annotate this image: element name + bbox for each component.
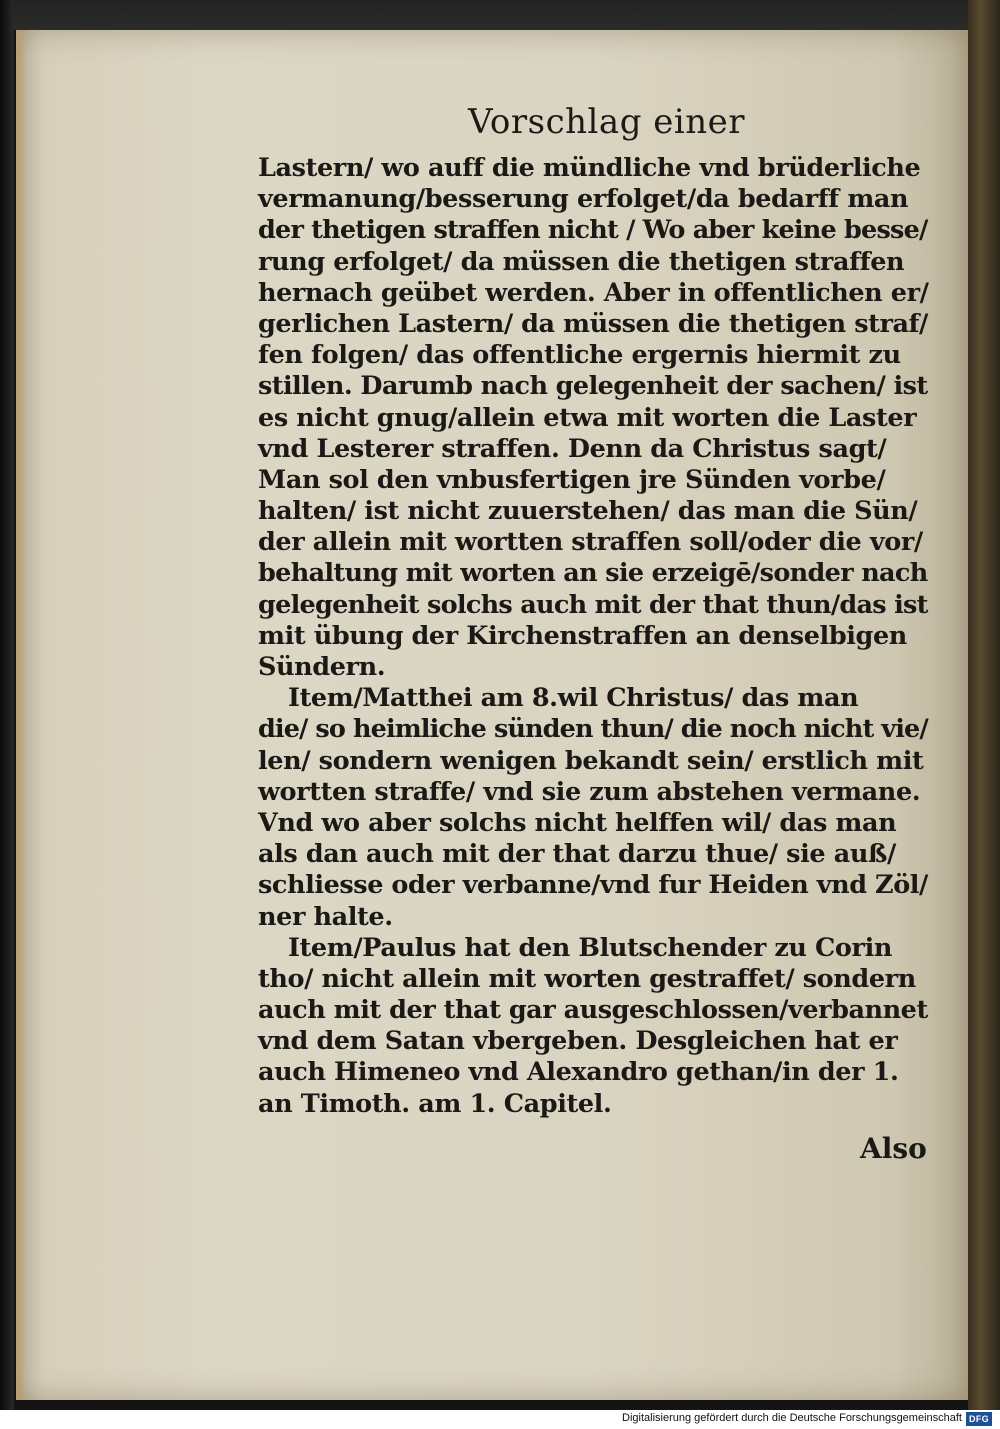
text-line: auch mit der that gar ausgeschlossen/verbannet xyxy=(258,995,928,1026)
text-line: Vnd wo aber solchs nicht helffen wil/ das man xyxy=(258,807,897,838)
dfg-logo: DFG xyxy=(966,1412,992,1426)
scan-background-top xyxy=(0,0,1000,30)
text-line: gerlichen Lastern/ da müssen die thetigen straf/ xyxy=(258,308,928,339)
text-line: tho/ nicht allein mit worten gestraffet/ sondern xyxy=(258,963,916,994)
text-line: gelegenheit solchs auch mit der that thun/das ist xyxy=(258,589,928,620)
text-line: behaltung mit worten an sie erzeigē/sonder nach xyxy=(258,558,928,589)
text-line: Sündern. xyxy=(258,652,386,682)
body-text xyxy=(258,153,928,1120)
text-line: ner halte. xyxy=(258,901,393,932)
text-line: schliesse oder verbanne/vnd fur Heiden vnd Zöl/ xyxy=(258,870,928,901)
text-line: vnd dem Satan vbergeben. Desgleichen hat er xyxy=(258,1026,898,1057)
running-head: Vorschlag einer xyxy=(468,102,746,142)
paragraph-start-line: Item/Matthei am 8.wil Christus/ das man xyxy=(288,683,859,714)
text-line: Man sol den vnbusfertigen jre Sünden vorbe/ xyxy=(258,464,886,495)
text-line: als dan auch mit der that darzu thue/ sie auß/ xyxy=(258,839,896,870)
text-line: rung erfolget/ da müssen die thetigen straffen xyxy=(258,246,905,277)
text-line: der thetigen straffen nicht / Wo aber keine besse/ xyxy=(258,215,928,246)
text-line: halten/ ist nicht zuuerstehen/ das man die Sün/ xyxy=(258,496,918,527)
text-line: der allein mit wortten straffen soll/oder die vor/ xyxy=(258,527,923,558)
text-line: Lastern/ wo auff die mündliche vnd brüderliche xyxy=(258,153,921,183)
digitization-footer xyxy=(0,1410,1000,1429)
text-line: die/ so heimliche sünden thun/ die noch nicht vie/ xyxy=(258,714,928,745)
text-line: vnd Lesterer straffen. Denn da Christus sagt/ xyxy=(258,433,887,464)
text-line: auch Himeneo vnd Alexandro gethan/in der 1. xyxy=(258,1057,899,1088)
book-binding-edge xyxy=(968,0,1000,1410)
catchword: Also xyxy=(860,1132,927,1165)
text-line: fen folgen/ das offentliche ergernis hiermit zu xyxy=(258,340,901,371)
scan-background-left xyxy=(0,0,14,1429)
text-line: an Timoth. am 1. Capitel. xyxy=(258,1088,612,1119)
paragraph-start-line: Item/Paulus hat den Blutschender zu Corin xyxy=(288,932,893,963)
text-line: es nicht gnug/allein etwa mit worten die Laster xyxy=(258,402,917,433)
funding-notice: Digitalisierung gefördert durch die Deutsche Forschungsgemeinschaft xyxy=(622,1412,962,1424)
text-line: len/ sondern wenigen bekandt sein/ erstlich mit xyxy=(258,745,924,776)
text-line: vermanung/besserung erfolget/da bedarff man xyxy=(258,184,909,215)
text-line: mit übung der Kirchenstraffen an denselbigen xyxy=(258,620,907,651)
text-line: wortten straffe/ vnd sie zum abstehen vermane. xyxy=(258,776,921,807)
text-line: hernach geübet werden. Aber in offentlichen er/ xyxy=(258,277,929,308)
text-line: stillen. Darumb nach gelegenheit der sachen/ ist xyxy=(258,371,928,402)
